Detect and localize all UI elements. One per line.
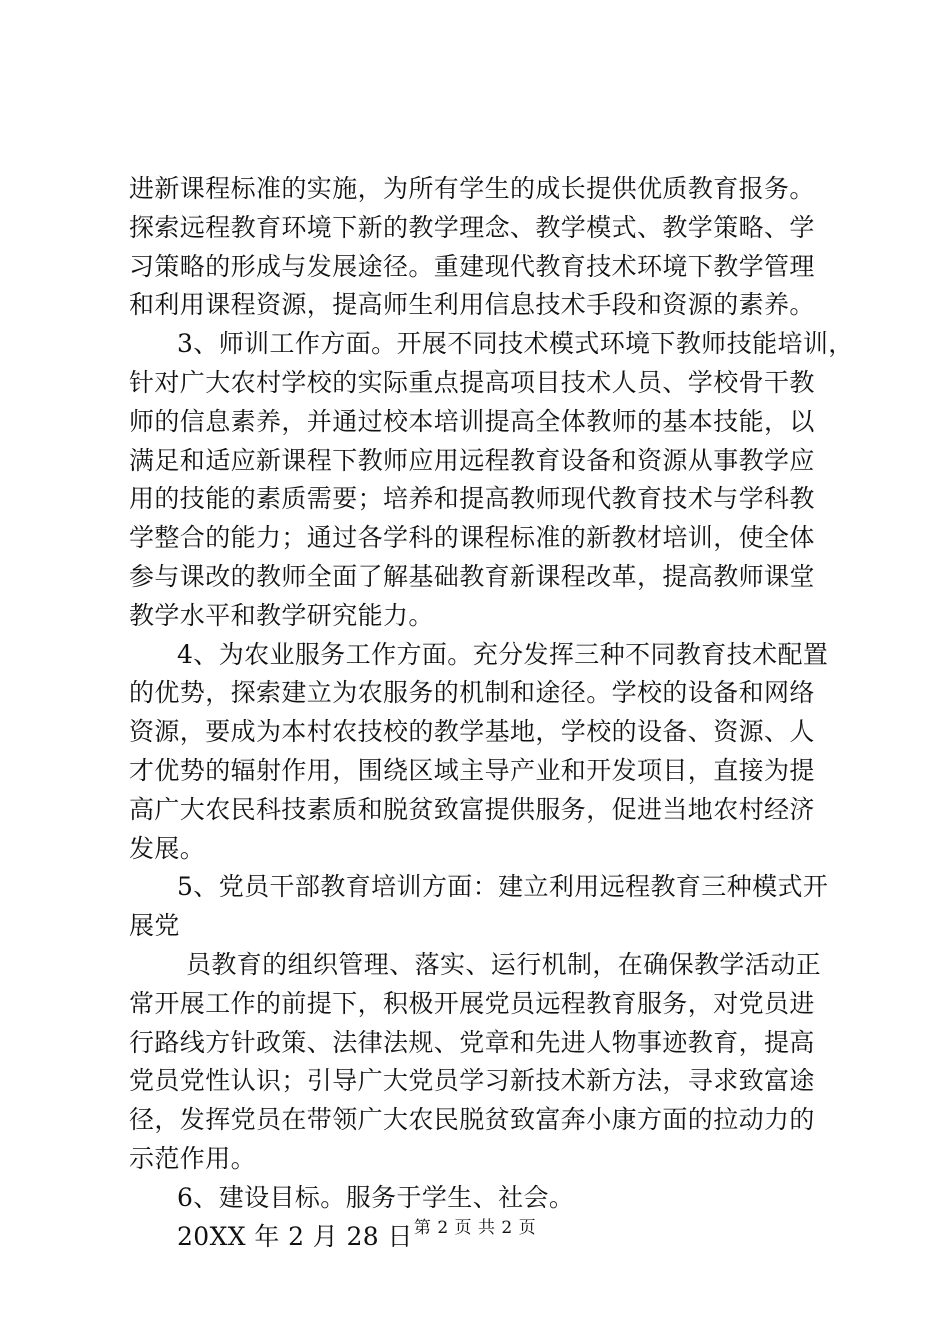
text-line: 径，发挥党员在带领广大农民脱贫致富奔小康方面的拉动力的: [129, 1105, 815, 1135]
text-line: 针对广大农村学校的实际重点提高项目技术人员、学校骨干教: [129, 367, 815, 397]
document-body: [129, 170, 854, 1256]
text-line: 进新课程标准的实施，为所有学生的成长提供优质教育报务。: [129, 174, 815, 203]
text-line: 的优势，探索建立为农服务的机制和途径。学校的设备和网络: [129, 678, 815, 708]
text-line: 展党: [129, 911, 180, 941]
text-line: 资源，要成为本村农技校的教学基地，学校的设备、资源、人: [129, 717, 815, 747]
paragraph-4-start: 4、为农业服务工作方面。充分发挥三种不同教育技术配置: [177, 639, 829, 669]
text-line: 用的技能的素质需要；培养和提高教师现代教育技术与学科教: [129, 484, 815, 514]
text-line: 师的信息素养，并通过校本培训提高全体教师的基本技能，以: [129, 406, 815, 436]
text-line: 和利用课程资源，提高师生利用信息技术手段和资源的素养。: [129, 290, 815, 320]
text-line: 常开展工作的前提下，积极开展党员远程教育服务，对党员进: [129, 988, 815, 1018]
text-line: 发展。: [129, 833, 206, 863]
text-line: 学整合的能力；通过各学科的课程标准的新教材培训，使全体: [129, 523, 815, 553]
page-footer: [0, 1213, 950, 1238]
text-line: 习策略的形成与发展途径。重建现代教育技术环境下教学管理: [129, 251, 815, 281]
text-line: 教学水平和教学研究能力。: [129, 600, 434, 630]
text-line: 高广大农民科技素质和脱贫致富提供服务，促进当地农村经济: [129, 794, 815, 824]
text-line: 探索远程教育环境下新的教学理念、教学模式、教学策略、学: [129, 212, 815, 242]
text-line: 示范作用。: [129, 1143, 257, 1173]
text-line: 参与课改的教师全面了解基础教育新课程改革，提高教师课堂: [129, 561, 815, 591]
text-line: 才优势的辐射作用，围绕区域主导产业和开发项目，直接为提: [129, 755, 815, 785]
paragraph-3-start: 3、师训工作方面。开展不同技术模式环境下教师技能培训，: [177, 329, 854, 359]
text-line: 党员党性认识；引导广大党员学习新技术新方法，寻求致富途: [129, 1066, 815, 1096]
page-number: 第 2 页 共 2 页: [413, 1218, 537, 1238]
document-date: 20XX 年 2 月 28 日: [177, 1221, 413, 1251]
paragraph-6: 6、建设目标。服务于学生、社会。: [177, 1182, 575, 1212]
text-line: 满足和适应新课程下教师应用远程教育设备和资源从事教学应: [129, 445, 815, 475]
text-line: 行路线方针政策、法律法规、党章和先进人物事迹教育，提高: [129, 1027, 815, 1057]
paragraph-5-start: 5、党员干部教育培训方面：建立利用远程教育三种模式开: [177, 872, 829, 902]
paragraph-5-continued: 员教育的组织管理、落实、运行机制，在确保教学活动正: [186, 949, 822, 979]
